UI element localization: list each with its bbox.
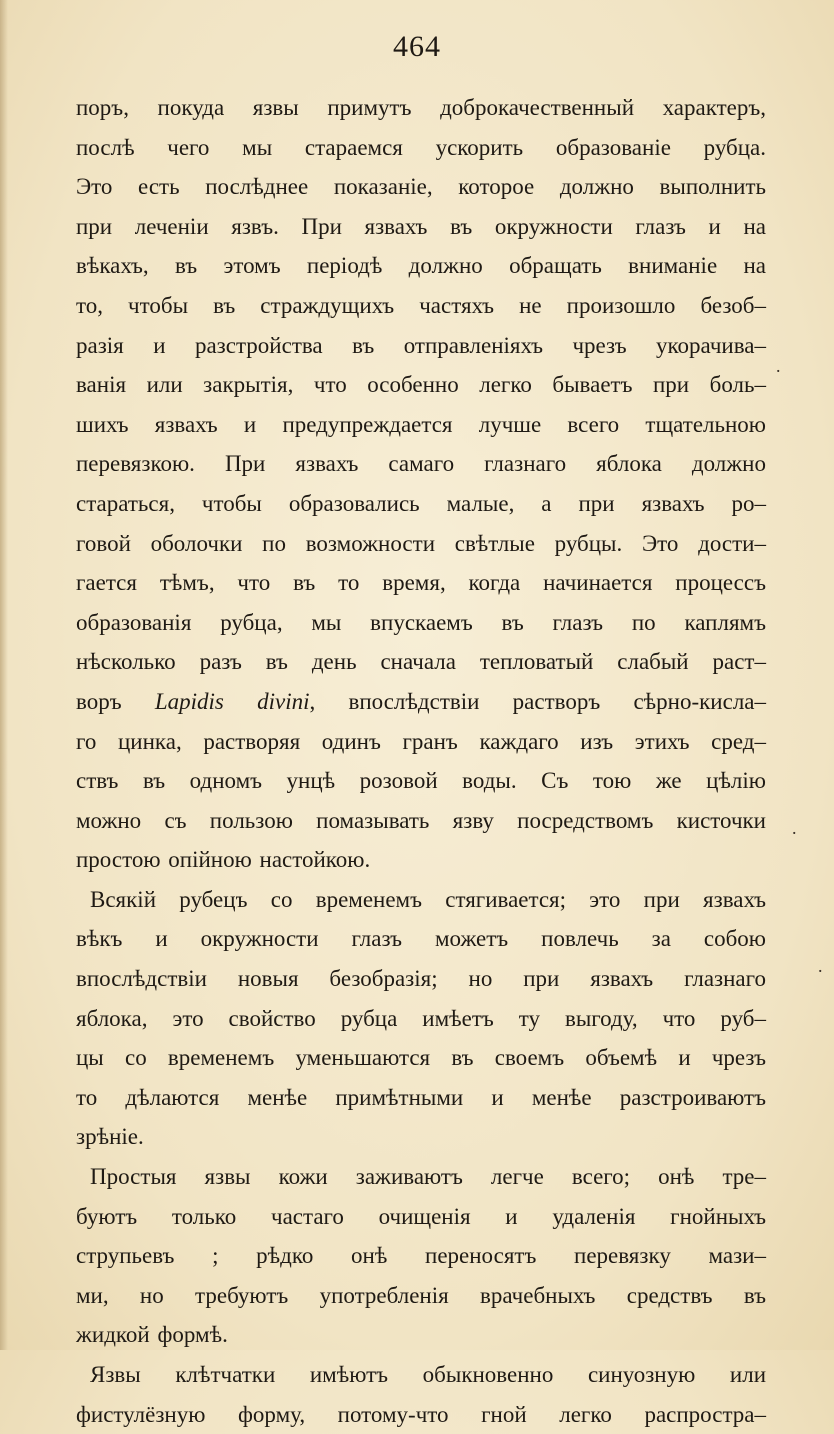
text-line: Это есть послѣднее показаніе, которое должно выполнить [76, 174, 766, 200]
text-line: разія и разстройства въ отправленіяхъ чрезъ укорачива– [76, 332, 766, 358]
text-line: вѣкахъ, въ этомъ періодѣ должно обращать вниманіе на [76, 253, 766, 279]
text-line: го цинка, растворяя одинъ гранъ каждаго изъ этихъ сред– [76, 728, 766, 754]
latin-term: Lapidis divini [154, 688, 310, 714]
text-line: то, чтобы въ страждущихъ частяхъ не произошло безоб– [76, 292, 766, 318]
text-line: гается тѣмъ, что въ то время, когда начинается процессъ [76, 570, 766, 596]
text-line: вѣкъ и окружности глазъ можетъ повлечь за собою [76, 926, 766, 952]
margin-mark: . [792, 818, 797, 838]
text-line: яблока, это свойство рубца имѣетъ ту выгоду, что руб– [76, 1005, 766, 1031]
text-line: Язвы клѣтчатки имѣютъ обыкновенно синуозную или [90, 1362, 766, 1387]
text-line: фистулёзную форму, потому-что гной легко распростра– [76, 1401, 766, 1427]
text-line: при леченіи язвъ. При язвахъ въ окружности глазъ и на [76, 213, 766, 239]
text-line: цы со временемъ уменьшаются въ своемъ объемѣ и чрезъ [76, 1045, 766, 1071]
text-line: буютъ только частаго очищенія и удаленія гнойныхъ [76, 1203, 766, 1229]
text-line: образованія рубца, мы впускаемъ въ глазъ по каплямъ [76, 609, 766, 635]
text-line: Всякій рубецъ со временемъ стягивается; это при язвахъ [90, 886, 766, 912]
text-line: нѣсколько разъ въ день сначала тепловатый слабый раст– [76, 649, 766, 675]
text-line: говой оболочки по возможности свѣтлые рубцы. Это дости– [76, 530, 766, 556]
text-line: простою опійною настойкою. [76, 847, 371, 873]
text-line: ванія или закрытія, что особенно легко бываетъ при боль– [76, 372, 766, 398]
page-spine-shadow [0, 0, 8, 1350]
text-line: то дѣлаются менѣе примѣтными и менѣе разстроиваютъ [76, 1084, 766, 1110]
body-text [76, 88, 766, 1434]
text-line: впослѣдствіи новыя безобразія; но при язвахъ глазнаго [76, 966, 766, 992]
text-line: можно съ пользою помазывать язву посредствомъ кисточки [76, 807, 766, 833]
text-line: стараться, чтобы образовались малые, а при язвахъ ро– [76, 490, 766, 516]
text-line: ствъ въ одномъ унцѣ розовой воды. Съ тою же цѣлію [76, 768, 766, 794]
text-line: зрѣніе. [76, 1124, 144, 1150]
text-line: Простыя язвы кожи заживаютъ легче всего; онѣ тре– [90, 1164, 766, 1190]
margin-mark: . [818, 956, 823, 976]
text-line: перевязкою. При язвахъ самаго глазнаго яблока должно [76, 451, 766, 477]
margin-mark: . [776, 356, 781, 376]
text-line: жидкой формѣ. [76, 1322, 228, 1348]
text-line-with-latin [76, 682, 766, 722]
text-fragment: воръ [76, 688, 122, 714]
text-line: послѣ чего мы стараемся ускорить образованіе рубца. [76, 134, 766, 160]
text-line: поръ, покуда язвы примутъ доброкачественный характеръ, [76, 95, 766, 120]
text-line: ми, но требуютъ употребленія врачебныхъ средствъ въ [76, 1282, 766, 1308]
page-number: 464 [393, 30, 441, 63]
text-line: струпьевъ ; рѣдко онѣ переносятъ перевязку мази– [76, 1243, 766, 1269]
text-line: шихъ язвахъ и предупреждается лучше всего тщательною [76, 411, 766, 437]
text-fragment: , впослѣдствіи растворъ сѣрно-кисла– [309, 688, 767, 714]
